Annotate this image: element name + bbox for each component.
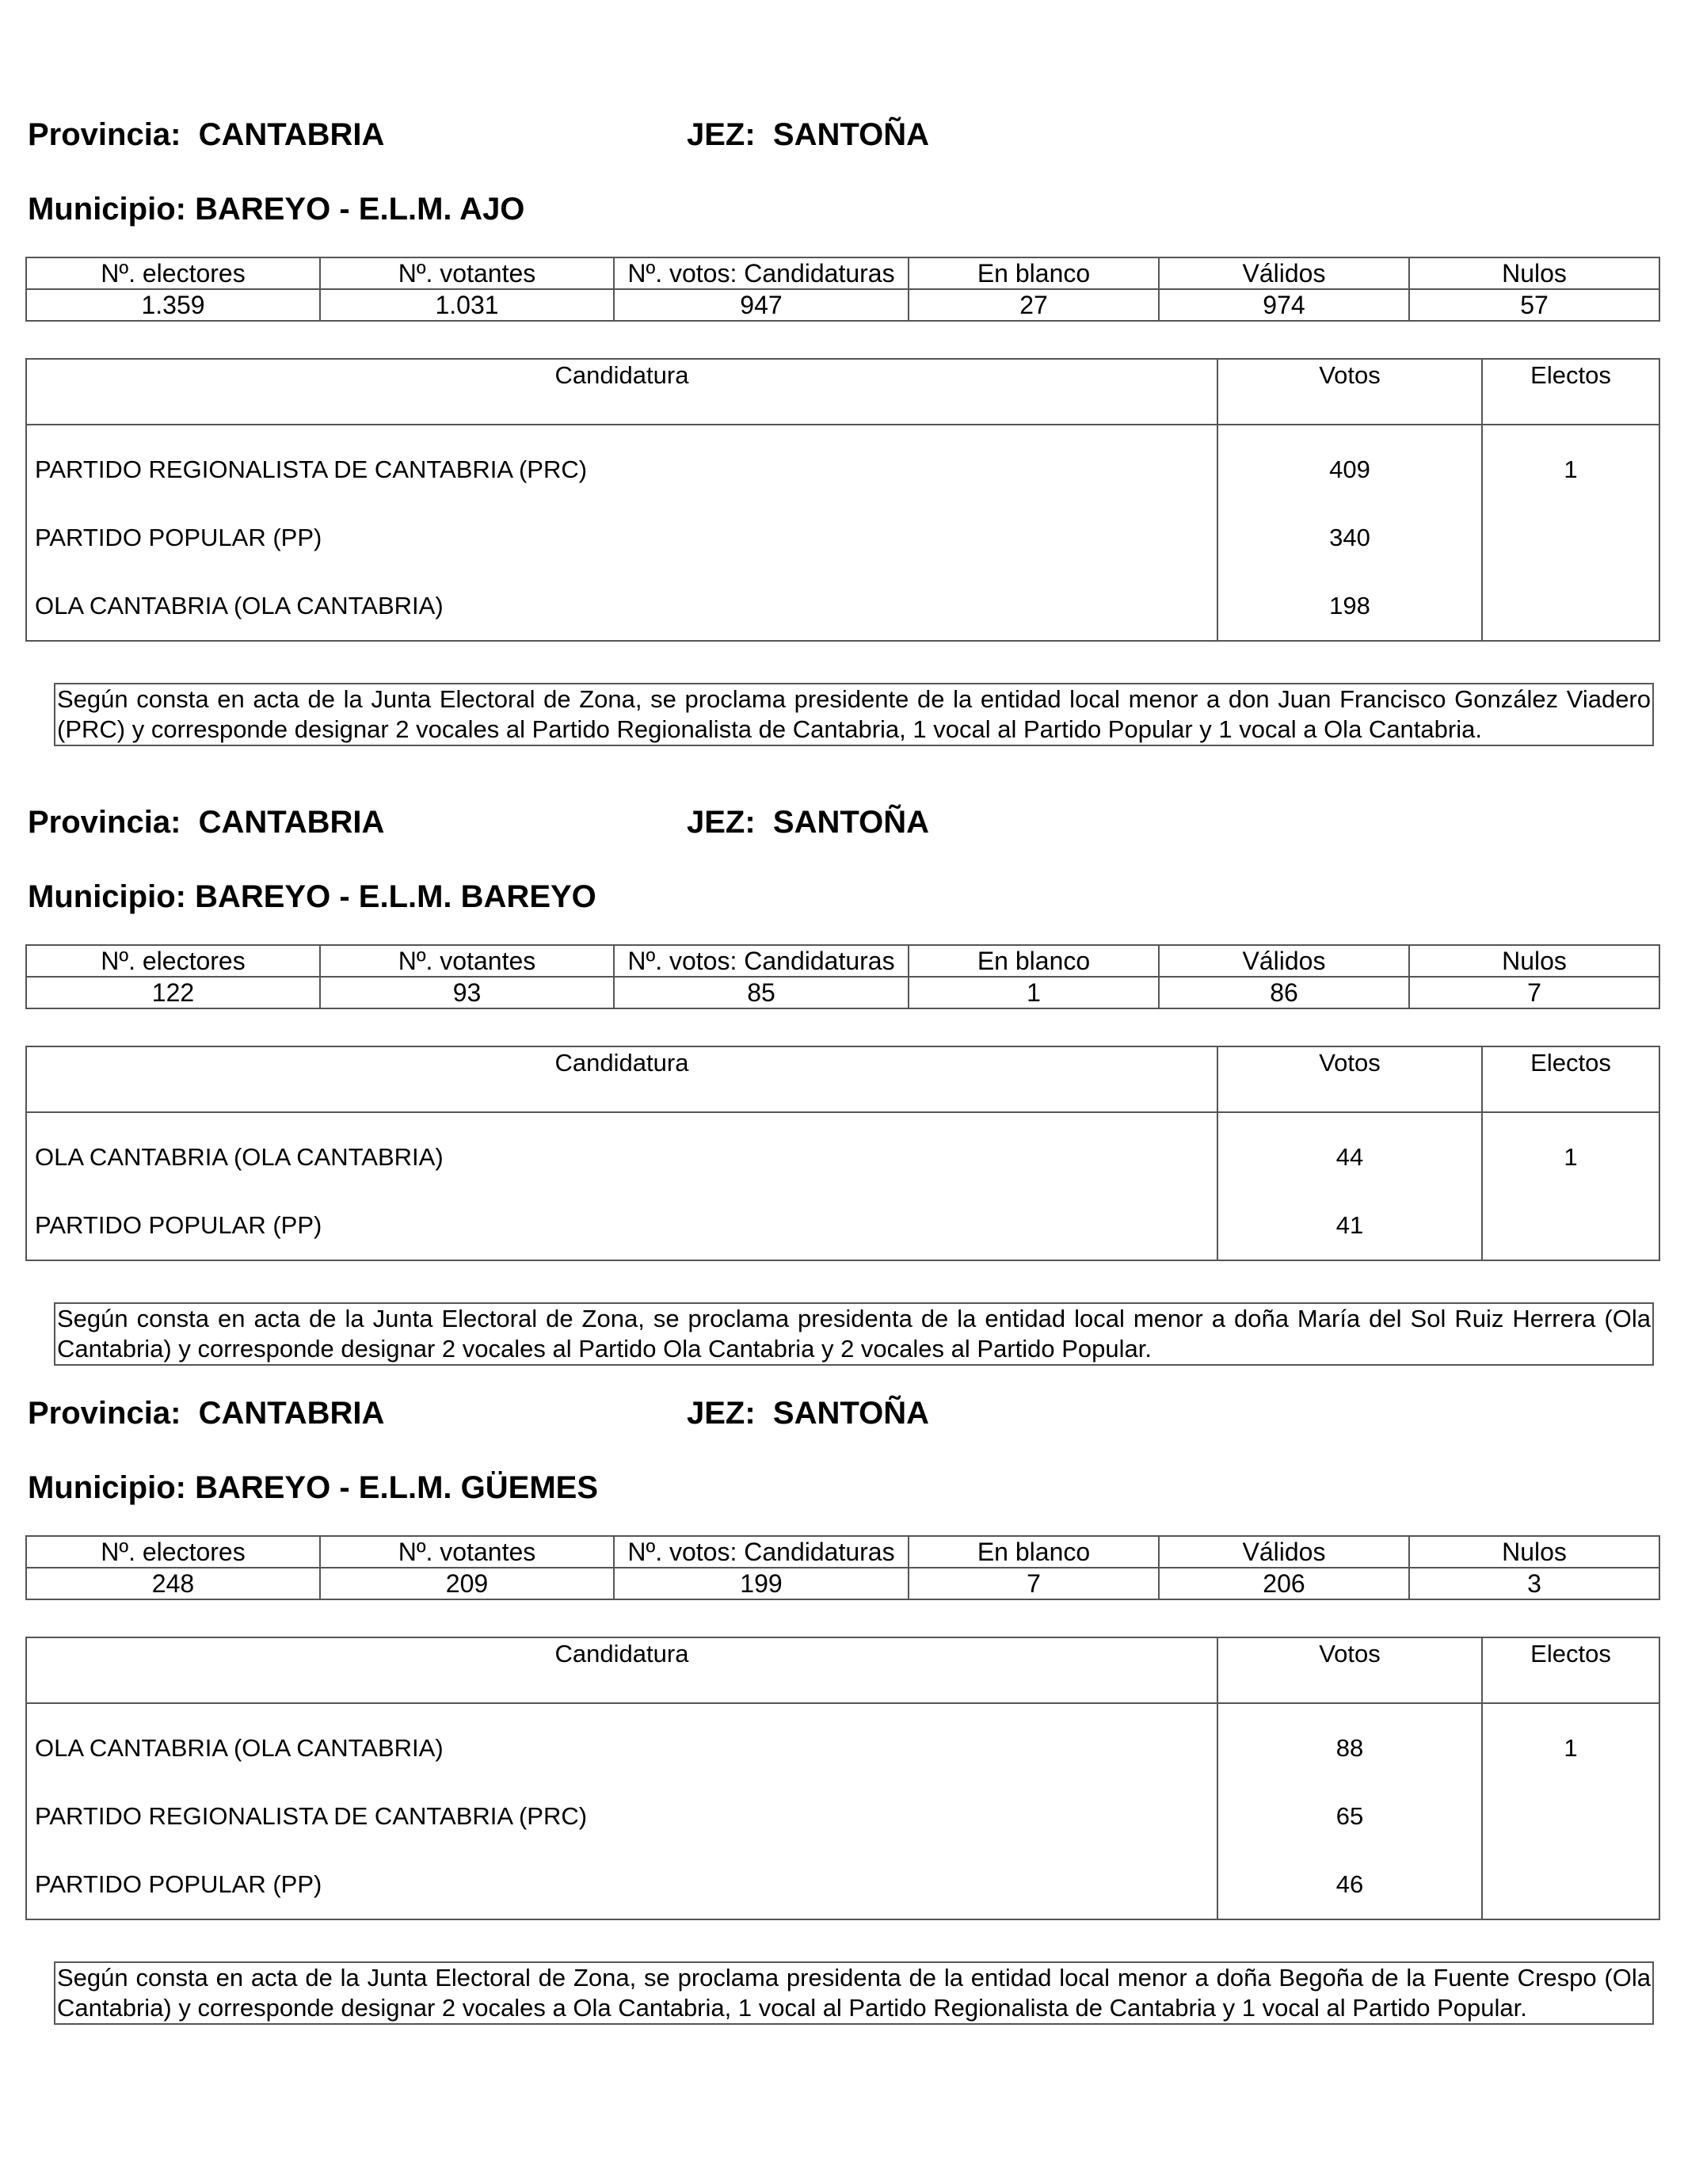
votos-header: Votos — [1217, 1637, 1482, 1703]
candidate-votos: 198 — [1217, 572, 1482, 641]
section-bareyo — [25, 805, 1659, 1366]
table-row — [26, 572, 1659, 641]
candidates-table — [25, 1046, 1660, 1261]
stats-header: Nº. votos: Candidaturas — [614, 1536, 909, 1568]
stats-value: 1.031 — [320, 289, 614, 321]
stats-value: 57 — [1409, 289, 1659, 321]
candidate-name: PARTIDO POPULAR (PP) — [26, 1191, 1217, 1260]
header-row — [25, 805, 1659, 852]
stats-value: 1.359 — [26, 289, 320, 321]
candidate-votos: 44 — [1217, 1112, 1482, 1191]
candidate-name: PARTIDO REGIONALISTA DE CANTABRIA (PRC) — [26, 425, 1217, 504]
stats-header: Nº. electores — [26, 257, 320, 289]
stats-header: Válidos — [1159, 257, 1409, 289]
stats-table — [25, 257, 1660, 322]
proclamation-note: Según consta en acta de la Junta Electoral de Zona, se proclama presidenta de la entidad local menor a doña Begoña de la Fuente Crespo (Ola Cantabria) y corresponde designar 2 vocales a Ola Cantabria, 1 vocal al Partido Regionalista de Cantabria y 1 vocal al Partido Popular. — [54, 1961, 1654, 2025]
stats-value: 27 — [909, 289, 1159, 321]
stats-header: Nº. votos: Candidaturas — [614, 257, 909, 289]
candidate-name: PARTIDO POPULAR (PP) — [26, 504, 1217, 572]
stats-value: 209 — [320, 1568, 614, 1599]
stats-value: 7 — [909, 1568, 1159, 1599]
candidate-votos: 340 — [1217, 504, 1482, 572]
stats-value: 1 — [909, 977, 1159, 1008]
municipio: Municipio: BAREYO - E.L.M. AJO — [28, 192, 525, 227]
stats-value: 974 — [1159, 289, 1409, 321]
candidate-electos: 1 — [1482, 1703, 1659, 1782]
electos-header: Electos — [1482, 359, 1659, 425]
candidates-table — [25, 1637, 1660, 1920]
stats-value-row — [26, 289, 1659, 321]
stats-value-row — [26, 977, 1659, 1008]
table-row — [26, 1112, 1659, 1191]
stats-table — [25, 944, 1660, 1009]
table-row — [26, 1850, 1659, 1919]
candidates-header-row — [26, 359, 1659, 425]
candidates-table — [25, 358, 1660, 642]
candidate-name: OLA CANTABRIA (OLA CANTABRIA) — [26, 1703, 1217, 1782]
proclamation-note: Según consta en acta de la Junta Electoral de Zona, se proclama presidenta de la entidad local menor a doña María del Sol Ruiz Herrera (Ola Cantabria) y corresponde designar 2 vocales al Partido Ola Cantabria y 2 vocales al Partido Popular. — [54, 1302, 1654, 1366]
stats-header: Nulos — [1409, 945, 1659, 977]
candidate-name: PARTIDO POPULAR (PP) — [26, 1850, 1217, 1919]
stats-value: 7 — [1409, 977, 1659, 1008]
votos-header: Votos — [1217, 1046, 1482, 1112]
header-row — [25, 117, 1659, 165]
stats-header: Nº. votantes — [320, 257, 614, 289]
stats-value: 93 — [320, 977, 614, 1008]
candidatura-header: Candidatura — [26, 1046, 1217, 1112]
stats-value: 206 — [1159, 1568, 1409, 1599]
candidatura-header: Candidatura — [26, 1637, 1217, 1703]
stats-header: En blanco — [909, 1536, 1159, 1568]
candidate-electos: 1 — [1482, 425, 1659, 504]
stats-header: Nº. votantes — [320, 945, 614, 977]
electos-header: Electos — [1482, 1637, 1659, 1703]
stats-header: Nulos — [1409, 257, 1659, 289]
stats-value: 248 — [26, 1568, 320, 1599]
stats-header: Nº. electores — [26, 1536, 320, 1568]
table-row — [26, 1782, 1659, 1850]
candidate-name: OLA CANTABRIA (OLA CANTABRIA) — [26, 572, 1217, 641]
table-row — [26, 1703, 1659, 1782]
provincia: Provincia: CANTABRIA — [28, 805, 385, 840]
stats-header: En blanco — [909, 945, 1159, 977]
stats-header: Válidos — [1159, 1536, 1409, 1568]
candidate-votos: 65 — [1217, 1782, 1482, 1850]
candidate-electos — [1482, 1191, 1659, 1260]
stats-header: Nº. votantes — [320, 1536, 614, 1568]
jez: JEZ: SANTOÑA — [687, 805, 929, 840]
stats-header: Nº. votos: Candidaturas — [614, 945, 909, 977]
candidatura-header: Candidatura — [26, 359, 1217, 425]
stats-header: Válidos — [1159, 945, 1409, 977]
proclamation-note: Según consta en acta de la Junta Electoral de Zona, se proclama presidente de la entidad local menor a don Juan Francisco González Viadero (PRC) y corresponde designar 2 vocales al Partido Regionalista de Cantabria, 1 vocal al Partido Popular y 1 vocal a Ola Cantabria. — [54, 683, 1654, 746]
stats-value: 85 — [614, 977, 909, 1008]
provincia: Provincia: CANTABRIA — [28, 1396, 385, 1431]
section-ajo — [25, 117, 1659, 746]
stats-value: 3 — [1409, 1568, 1659, 1599]
stats-header-row — [26, 257, 1659, 289]
stats-value: 122 — [26, 977, 320, 1008]
table-row — [26, 1191, 1659, 1260]
candidates-header-row — [26, 1637, 1659, 1703]
candidate-electos — [1482, 504, 1659, 572]
candidate-electos — [1482, 572, 1659, 641]
candidate-electos: 1 — [1482, 1112, 1659, 1191]
jez: JEZ: SANTOÑA — [687, 1396, 929, 1431]
table-row — [26, 425, 1659, 504]
candidate-name: PARTIDO REGIONALISTA DE CANTABRIA (PRC) — [26, 1782, 1217, 1850]
stats-header-row — [26, 1536, 1659, 1568]
candidate-votos: 41 — [1217, 1191, 1482, 1260]
stats-value: 86 — [1159, 977, 1409, 1008]
jez: JEZ: SANTOÑA — [687, 117, 929, 152]
candidates-header-row — [26, 1046, 1659, 1112]
stats-header: Nulos — [1409, 1536, 1659, 1568]
provincia: Provincia: CANTABRIA — [28, 117, 385, 152]
municipio: Municipio: BAREYO - E.L.M. BAREYO — [28, 879, 596, 914]
stats-header: Nº. electores — [26, 945, 320, 977]
candidate-electos — [1482, 1782, 1659, 1850]
candidate-votos: 46 — [1217, 1850, 1482, 1919]
electos-header: Electos — [1482, 1046, 1659, 1112]
candidate-name: OLA CANTABRIA (OLA CANTABRIA) — [26, 1112, 1217, 1191]
header-row — [25, 1396, 1659, 1443]
municipio: Municipio: BAREYO - E.L.M. GÜEMES — [28, 1470, 599, 1505]
stats-header: En blanco — [909, 257, 1159, 289]
stats-value: 947 — [614, 289, 909, 321]
stats-table — [25, 1535, 1660, 1600]
candidate-votos: 88 — [1217, 1703, 1482, 1782]
candidate-votos: 409 — [1217, 425, 1482, 504]
section-guemes — [25, 1396, 1659, 2025]
stats-value: 199 — [614, 1568, 909, 1599]
candidate-electos — [1482, 1850, 1659, 1919]
table-row — [26, 504, 1659, 572]
stats-value-row — [26, 1568, 1659, 1599]
stats-header-row — [26, 945, 1659, 977]
votos-header: Votos — [1217, 359, 1482, 425]
